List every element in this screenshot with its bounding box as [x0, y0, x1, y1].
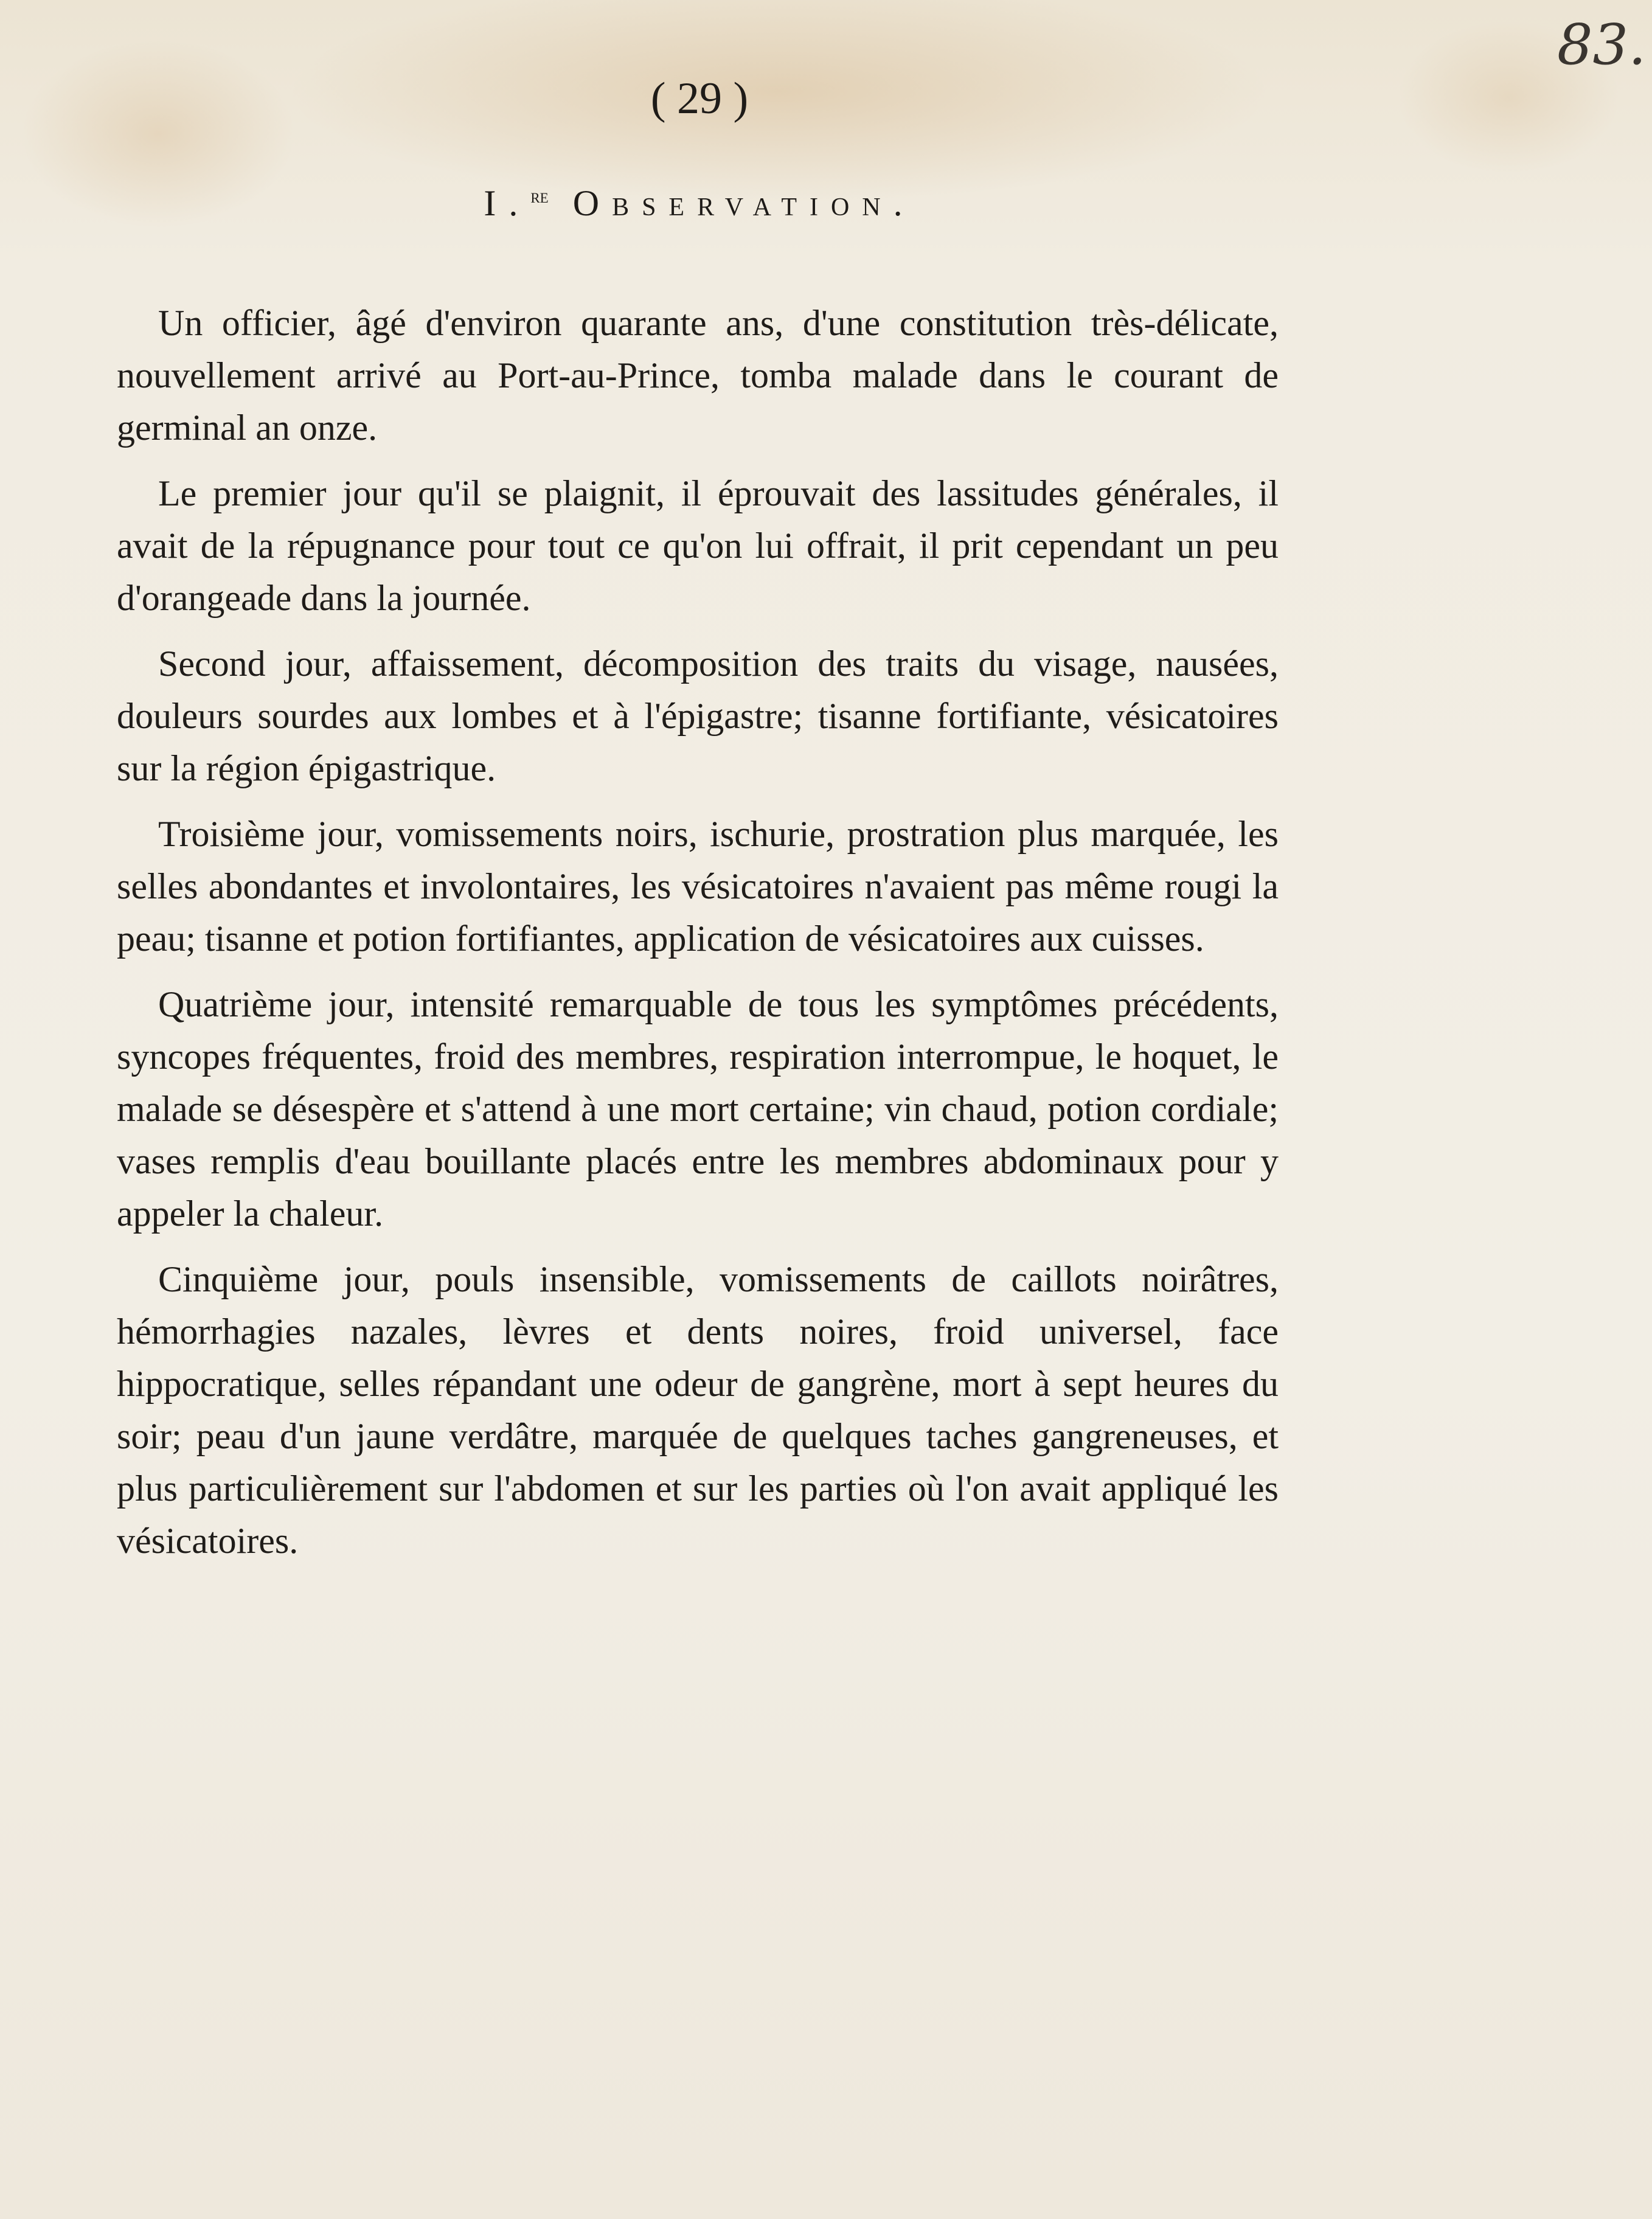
- body-text: [117, 297, 1279, 1580]
- paragraph: Second jour, affaissement, décomposition des traits du visage, nausées, douleurs sourdes aux lombes et à l'épigastre; tisanne fortifiante, vésicatoires sur la région épigastrique.: [117, 644, 1279, 788]
- page-number: ( 29 ): [650, 74, 749, 123]
- heading-superscript: re: [530, 186, 549, 207]
- folio-number: 83.: [1557, 12, 1647, 77]
- section-heading: [0, 182, 1399, 224]
- heading-numeral: I.: [484, 183, 531, 223]
- paragraph: Un officier, âgé d'environ quarante ans, d'une constitution très-délicate, nouvellement arrivé au Port-au-Prince, tomba malade dans le courant de germinal an onze.: [117, 303, 1279, 448]
- paragraph: Cinquième jour, pouls insensible, vomissements de caillots noirâtres, hémorrhagies nazales, lèvres et dents noires, froid universel, face hippocratique, selles répandant une odeur de gangrène, mort à sept heures du soir; peau d'un jaune verdâtre, marquée de quelques taches gangreneuses, et plus particulièrement sur l'abdomen et sur les parties où l'on avait appliqué les vésicatoires.: [117, 1259, 1279, 1561]
- paragraph: Quatrième jour, intensité remarquable de tous les symptômes précédents, syncopes fréquentes, froid des membres, respiration interrompue, le hoquet, le malade se désespère et s'attend à une mort certaine; vin chaud, potion cordiale; vases remplis d'eau bouillante placés entre les membres abdominaux pour y appeler la chaleur.: [117, 984, 1279, 1234]
- heading-title: Observation.: [572, 183, 915, 223]
- paragraph: Le premier jour qu'il se plaignit, il éprouvait des lassitudes générales, il avait de la répugnance pour tout ce qu'on lui offrait, il prit cependant un peu d'orangeade dans la journée.: [117, 473, 1279, 618]
- paragraph: Troisième jour, vomissements noirs, ischurie, prostration plus marquée, les selles abondantes et involontaires, les vésicatoires n'avaient pas même rougi la peau; tisanne et potion fortifiantes, application de vésicatoires aux cuisses.: [117, 814, 1279, 959]
